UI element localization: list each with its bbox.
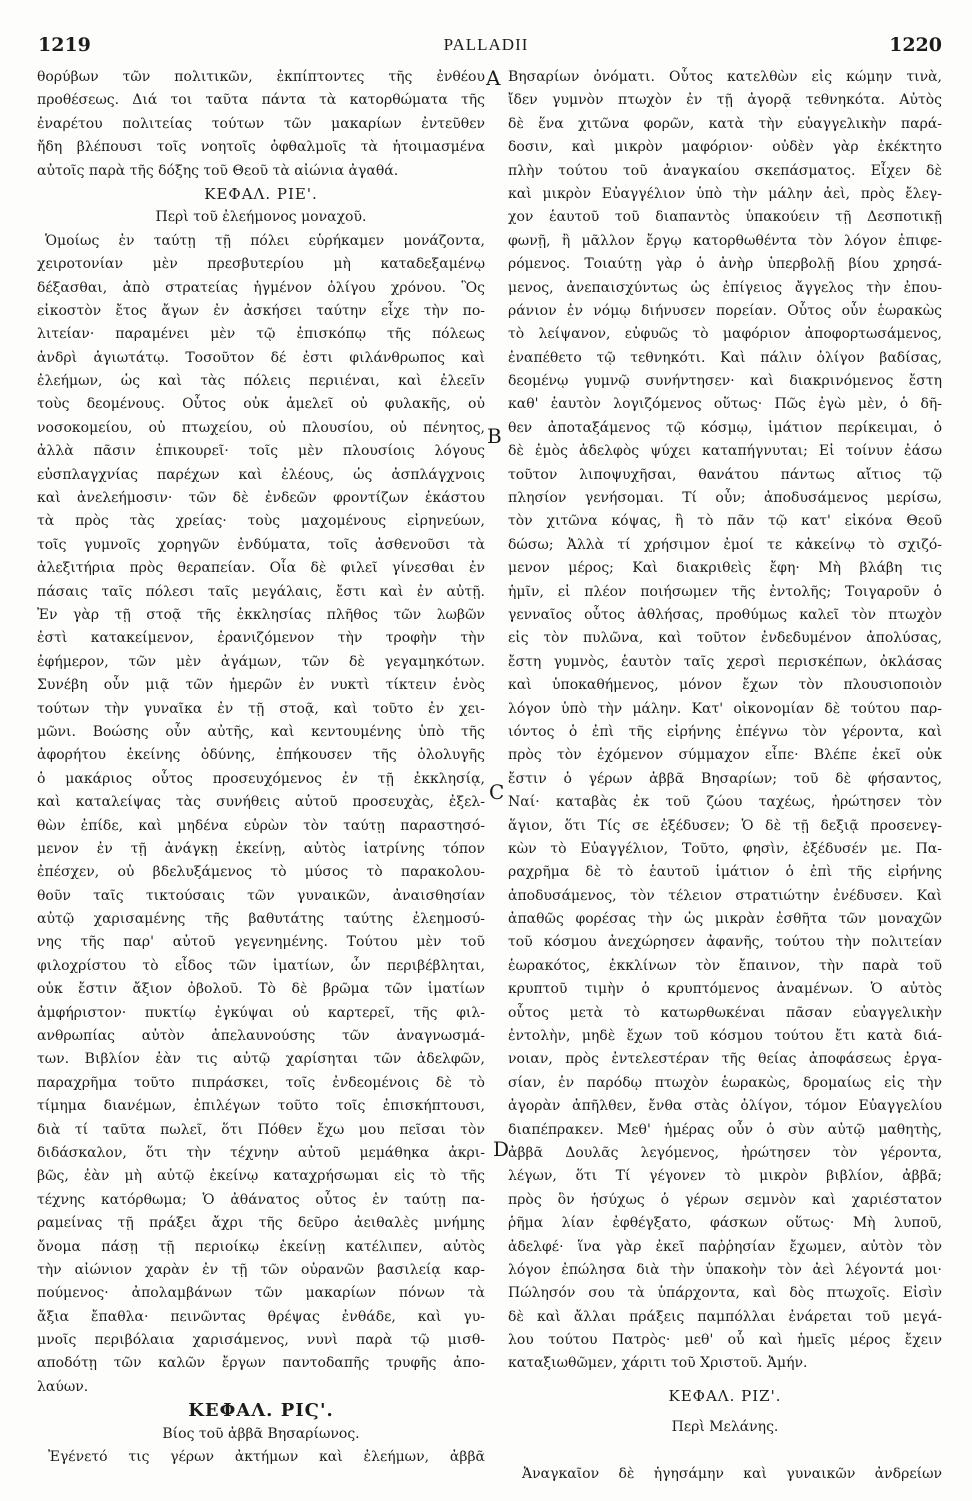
text-line: λόγον ἐπώλησα διὰ τὴν ὑπακοὴν τὸν ἀεὶ λέγοντά μοι· (508, 1261, 942, 1278)
text-line: καὶ μικρὸν Εὐαγγέλιον ὑπὸ τὴν μάλην ἀεὶ, πρὸς ἔλεγ- (508, 185, 942, 202)
text-line: Ναί· καταβὰς ἐκ τοῦ ζώου ταχέως, ἠρώτησεν τὸν (508, 794, 942, 811)
text-line: φωνῇ, ἢ μᾶλλον ἔργῳ κατορθωθέντα τὸν λόγον ἐπιφε- (508, 232, 942, 249)
text-line: ἑωρακότος, ἐκκλίνων τὸν ἔπαινον, τὴν παρὰ τοῦ (508, 957, 942, 974)
text-line: μνοῖς περιβόλαια χαρισάμενος, νυνὶ παρὰ τῷ μισθ- (37, 1332, 485, 1349)
text-line: δέξασθαι, ἀπὸ στρατείας ἡγμένον ὀλίγου χρόνου. Ὃς (37, 279, 485, 296)
text-line: ραχρῆμα δὲ τὸ ἑαυτοῦ ἱμάτιον ὁ ἐπὶ τῆς εἰρήνης (508, 864, 942, 881)
text-line: ἄξια ἔπαθλα· πεινῶντας θρέψας ἐνθάδε, καὶ γυ- (37, 1308, 485, 1325)
text-block (37, 230, 485, 1400)
text-line: τὸν χιτῶνα κόψας, ἢ τὸ πᾶν τῷ κατ' εἰκόνα Θεοῦ (508, 513, 942, 530)
text-line: λιτείαν· παραμένει μὲν τῷ ἐπισκόπῳ τῆς πόλεως (37, 326, 485, 343)
text-line: Ὁμοίως ἐν ταύτῃ τῇ πόλει εὑρήκαμεν μονάζοντα, (45, 232, 485, 249)
text-line: οὗτος μετὰ τὸ κατωρθωκέναι πᾶσαν εὐαγγελικὴν (508, 1004, 942, 1021)
text-line: παραχρῆμα τοῦτο πιπράσκει, τοῖς ἐνδεομένοις δὲ τὸ (37, 1074, 485, 1091)
text-line: σίαν, ἐν παρόδῳ πτωχὸν ἑωρακὼς, δρομαίως εἰς τὴν (508, 1074, 942, 1091)
text-line: Ἐγένετό τις γέρων ἀκτήμων καὶ ἐλεήμων, ἀββᾶ (48, 1449, 485, 1466)
text-line: ὄνομα πάσῃ τῇ περιοίκῳ ἐκείνῃ κατέλιπεν, αὐτὸς (37, 1238, 485, 1255)
text-line: αποδότῃ τῶν καλῶν ἔργων παντοδαπῆς τρυφῆς ἀπο- (37, 1355, 485, 1372)
text-line: αὐτοῖς παρὰ τῆς δόξης τοῦ Θεοῦ τὰ αἰώνια ἀγαθά. (37, 162, 399, 179)
margin-letter-d: D (493, 1137, 510, 1161)
text-line: νοσοκομείου, οὐ πτωχείου, οὐ πλουσίου, οὐ πένητος, (37, 419, 485, 436)
text-line: θὼν ἐπίδε, καὶ μηδένα εὑρὼν τὸν ταύτῃ παραστησό- (37, 817, 485, 834)
text-line: ἀγορὰν ἀπῆλθεν, ἔνθα στὰς ὀλίγον, τόμον Εὐαγγελίου (508, 1098, 942, 1115)
text-line: μενον μέρος; Καὶ διακριθεὶς ἔφη· Μὴ βλάβη τις (508, 560, 942, 577)
margin-letter-a: A (486, 66, 501, 90)
text-line: εἰκοστὸν ἔτος ἄγων ἐν ἀσκήσει ταύτην εἶχε τὴν πο- (37, 302, 485, 319)
text-line: ράνιον ἐν νόμῳ διήνυσεν πορείαν. Οὗτος οὖν ἑωρακὼς (508, 302, 942, 319)
text-line: τοῖς γυμνοῖς χορηγῶν ἐνδύματα, τοῖς ἀσθενοῦσι τὰ (37, 536, 485, 553)
text-block (508, 66, 942, 1376)
text-line: ραμείνας τῇ πράξει ἄχρι τῆς δεῦρο ἀειθαλὲς μνήμης (37, 1215, 485, 1232)
text-line: ἐλεήμων, ὡς καὶ τὰς πόλεις περιιέναι, καὶ ἐλεεῖν (37, 373, 485, 390)
margin-letter-b: B (487, 424, 502, 448)
text-block (37, 66, 485, 183)
chapter-heading: ΚΕΦΑΛ. ΡΙΕ'. (204, 184, 318, 203)
text-line: λου τούτου Πατρὸς· μεθ' οὗ καὶ ἡμεῖς μέρος ἔχειν (508, 1332, 942, 1349)
text-line: λόγον ὑπὸ τὴν μάλην. Κατ' οἰκονομίαν δὲ τούτου παρ- (508, 700, 942, 717)
text-line: οὐκ ἔστιν ἄξιον ὀβολοῦ. Τὸ δὲ βρῶμα τῶν ἱματίων (37, 981, 485, 998)
text-line: ἐναπέθετο τῷ τεθνηκότι. Καὶ πάλιν ὀλίγον βαδίσας, (508, 349, 942, 366)
text-line: ἀλλὰ πᾶσιν ἐπικουρεῖ· τοῖς μὲν πλουσίοις λόγους (37, 443, 485, 460)
text-line: τέχνης κατόρθωμα; Ὁ ἀθάνατος οὗτος ἐν ταύτῃ πα- (37, 1191, 485, 1208)
running-title: PALLADII (443, 35, 529, 54)
text-line: ἀνδρὶ ἁγιωτάτῳ. Τοσοῦτον δέ ἐστι φιλάνθρωπος καὶ (37, 349, 485, 366)
text-line: τοῦ κόσμου ἀνεχώρησεν ἀφανῆς, τούτου τὴν πολιτείαν (508, 934, 942, 951)
text-line: θοῦν ταῖς τικτούσαις τῶν γυναικῶν, ἀναισθησίαν (37, 887, 485, 904)
text-line: χον ἑαυτοῦ τοῦ διαπαντὸς ὑπακούειν τῇ Δεσποτικῇ (508, 209, 942, 226)
text-line: λαύων. (37, 1378, 89, 1395)
text-line: θορύβων τῶν πολιτικῶν, ἐκπίπτοντες τῆς ἐνθέου (37, 69, 485, 85)
text-line: γενναῖος οὗτος ἀθλήσας, προθύμως καλεῖ τὸν πτωχὸν (508, 606, 942, 623)
text-line: μῶνι. Βοώσης οὖν αὐτῆς, καὶ κεντουμένης ὑπὸ τῆς (37, 723, 485, 740)
text-line: καταξιωθῶμεν, χάριτι τοῦ Χριστοῦ. Ἀμήν. (508, 1355, 808, 1372)
text-line: ἐστὶ κατακείμενον, ἐρανιζόμενον τὴν τροφὴν τὴν (37, 630, 485, 647)
text-line: πλησίον γενήσομαι. Τί οὖν; ἀποδυσάμενος μερίσω, (508, 490, 942, 507)
text-line: προθέσεως. Διά τοι ταῦτα πάντα τὰ κατορθώματα τῆς (37, 92, 485, 109)
chapter-title: Περὶ τοῦ ἐλεήμονος μοναχοῦ. (155, 209, 367, 226)
text-line: ἀπαθῶς φορέσας τὴν ὡς μικρὰν ἐσθῆτα τῶν μοναχῶν (508, 911, 942, 928)
text-line: ἴδεν γυμνὸν πτωχὸν ἐν τῇ ἀγορᾷ τεθνηκότα. Αὐτὸς (508, 92, 942, 109)
text-line: τούτων τὴν γυναῖκα ἐν τῇ στοᾷ, καὶ τοῦτο ἐν χει- (37, 700, 485, 717)
text-line: αὐτῷ χαρισαμένης τῆς βαθυτάτης ταύτης ἐλεημοσύ- (37, 911, 485, 928)
text-line: ἀλεξιτήρια πρὸς θεραπείαν. Οἷα δὲ φιλεῖ γίνεσθαι ἐν (37, 560, 485, 577)
text-line: Ἀναγκαῖον δὲ ἡγησάμην καὶ γυναικῶν ἀνδρείων (522, 1465, 942, 1482)
right-column (508, 66, 942, 1486)
text-line: ἔστη γυμνὸς, ἑαυτὸν ταῖς χερσὶ περισκέπων, ὀκλάσας (508, 653, 942, 670)
text-line: διαπέπρακεν. Μεθ' ἡμέρας οὖν ὁ σὺν αὐτῷ μαθητὴς, (508, 1121, 942, 1138)
text-line: φιλοχρίστου τὸ εἶδος τῶν ἱματίων, ὧν περιβέβληται, (37, 957, 485, 974)
text-line: εὐσπλαγχνίας παρέχων καὶ ἐλέους, ὡς ἀσπλάγχνοις (37, 466, 485, 483)
text-line: διδάσκαλον, ὅτι τὴν τέχνην αὐτοῦ μεμάθηκα ἀκρι- (37, 1144, 485, 1161)
text-line: πρὸς ὃν ἡσύχως ὁ γέρων σεμνὸν καὶ χαριέστατον (508, 1191, 942, 1208)
text-line: δοσιν, καὶ μικρὸν μαφόριον· οὐδὲν γὰρ ἐκέκτητο (508, 139, 942, 156)
page-number-right: 1220 (889, 34, 942, 56)
chapter-heading: ΚΕΦΑΛ. ΡΙϚ'. (188, 1400, 334, 1422)
text-line: τὴν αἰώνιον χαρὰν ἐν τῇ τῶν οὐρανῶν βασιλείᾳ καρ- (37, 1261, 485, 1278)
text-line: Βησαρίων ὀνόματι. Οὗτος κατελθὼν εἰς κώμην τινὰ, (508, 69, 942, 85)
chapter-heading: ΚΕΦΑΛ. ΡΙΖ'. (668, 1386, 782, 1405)
text-line: χειροτονίαν μὲν πρεσβυτερίου μὴ καταδεξαμένῳ (37, 256, 485, 273)
text-line: τὰ πρὸς τὰς χρείας· τοὺς μαχομένους εἰρηνεύων, (37, 513, 485, 530)
text-line: καὶ ἀνελεήμοσιν· τῶν δὲ ἐνδεῶν φροντίζων ἑκάστου (37, 490, 485, 507)
text-line: τοὺς δεομένους. Οὗτος οὐκ ἀμελεῖ οὐ φυλακῆς, οὐ (37, 396, 485, 413)
text-line: ανθρωπίας αὐτὸν ἀπελαυνούσης τῶν ἀναγνωσμά- (37, 1028, 485, 1045)
text-line: πούμενος· ἀπολαμβάνων τῶν μακαρίων πόνων τὰ (37, 1285, 485, 1302)
text-line: καθ' ἑαυτὸν λογιζόμενος οὕτως· Πῶς ἐγὼ μὲν, ὁ δῆ- (508, 396, 942, 413)
text-line: ἀδελφέ· ἵνα γὰρ ἐκεῖ παῤῥησίαν ἔχωμεν, αὐτὸν τὸν (508, 1238, 942, 1255)
text-line: ἀποδυσάμενος, τὸν τέλειον στρατιώτην ἐνέδυσεν. Καὶ (508, 887, 942, 904)
text-line: εἰς τὸν πυλῶνα, καὶ τοῦτον ἐνδεδυμένον ἀπολύσας, (508, 630, 942, 647)
text-line: δὲ ἐμὸς ἀδελφὸς ψύχει καταπήγνυται; Εἰ τοίνυν ἐάσω (508, 443, 942, 460)
text-block (37, 1446, 485, 1469)
text-line: ἡμῖν, εἰ πλέον ποιήσωμεν τῆς ἐντολῆς; Τοιγαροῦν ὁ (508, 583, 942, 600)
text-line: νης τῆς παρ' αὐτοῦ γεγενημένης. Τούτου μὲν τοῦ (37, 934, 485, 951)
text-line: καὶ ὑποκαθήμενος, μόνον ἔχων τὸν πλουσιοποιὸν (508, 677, 942, 694)
text-line: τίμημα διανέμων, ἐπιλέγων τοῦτο τοῖς ἐπισκήπτουσι, (37, 1098, 485, 1115)
text-line: μενον ἐν τῇ ἀνάγκῃ ἐκείνῃ, αὐτὸς ἰατρίνης τόπον (37, 840, 485, 857)
left-column (37, 66, 485, 1469)
text-line: ἀφορήτου ἐκείνης ὀδύνης, ἐπήκουσεν τῆς ὀλολυγῆς (37, 747, 485, 764)
chapter-title: Περὶ Μελάνης. (671, 1419, 779, 1436)
text-line: τὸ λείψανον, εὐφυῶς τὸ μαφόριον ἀποφορτωσάμενος, (508, 326, 942, 343)
text-line: κὼν τὸ Εὐαγγέλιον, Τοῦτο, φησὶν, ἐξέδυσέν με. Πα- (508, 840, 942, 857)
text-line: πλὴν τούτου τοῦ ἀναγκαίου σκεπάσματος. Εἶχεν δὲ (508, 162, 942, 179)
text-line: μενος, ἀνεπαισχύντως ὡς ἐπίγειος ἄγγελος τὴν ἐπου- (508, 279, 942, 296)
text-line: τοῦτον λιποψυχῆσαι, θανάτου πάντως αἴτιος τῷ (508, 466, 942, 483)
text-line: ἐπέσχεν, οὐ βδελυξάμενος τὸ μύσος τὸ παρακολου- (37, 864, 485, 881)
text-line: δὲ ἕνα χιτῶνα φορῶν, κατὰ τὴν εὐαγγελικὴν παρά- (508, 115, 942, 132)
text-line: ἐφήμερον, τῶν μὲν ἀγάμων, τῶν δὲ γεγαμηκότων. (37, 653, 485, 670)
text-line: των. Βιβλίον ἐὰν τις αὐτῷ χαρίσηται τῶν ἀδελφῶν, (37, 1051, 485, 1068)
text-line: διὰ τί ταῦτα πωλεῖ, ὅτι Πόθεν ἔχω μου πεῖσαι τὸν (37, 1121, 485, 1138)
text-line: πάσαις ταῖς πόλεσι ταῖς μεγάλαις, ἔστι καὶ ἐν αὐτῇ. (37, 583, 485, 600)
text-line: ιόντος ὁ ἐπὶ τῆς εἰρήνης ἐπέγνω τὸν γέροντα, καὶ (508, 723, 942, 740)
text-line: λέγων, ὅτι Τί γέγονεν τὸ μικρὸν βιβλίον, ἀββᾶ; (508, 1168, 942, 1185)
text-line: βῶς, ἐὰν μὴ αὐτῷ ἐκείνῳ καταχρήσωμαι εἰς τὸ τῆς (37, 1168, 485, 1185)
text-line: δώσω; Ἀλλὰ τί χρήσιμον ἐμοί τε κἀκείνῳ τὸ σχιζό- (508, 536, 942, 553)
text-line: Πώλησόν σου τὰ ὑπάρχοντα, καὶ δὸς πτωχοῖς. Εἰσὶν (508, 1285, 942, 1302)
chapter-title: Βίος τοῦ ἀββᾶ Βησαρίωνος. (162, 1425, 360, 1442)
text-line: ἐναρέτου πολιτείας τούτων τῶν μακαρίων ἐντεῦθεν (37, 115, 485, 132)
text-line: κρυπτοῦ τιμὴν ὁ κρυπτόμενος ἀναμένων. Ὁ αὐτὸς (508, 981, 942, 998)
text-line: καὶ καταλείψας τὰς συνήθεις αὐτοῦ προσευχὰς, ἐξελ- (37, 794, 485, 811)
text-line: ὁ μακάριος οὗτος προσευχόμενος ἐν τῇ ἐκκλησίᾳ, (37, 770, 485, 787)
text-line: δεομένῳ γυμνῷ συνήντησεν· καὶ διακρινόμενος ἔστη (508, 373, 942, 390)
text-line: ἐντολὴν, μηδὲ ἔχων τοῦ κόσμου τούτου ἔτι κατὰ διά- (508, 1028, 942, 1045)
text-line: ἔστιν ὁ γέρων ἀββᾶ Βησαρίων; τοῦ δὲ φήσαντος, (508, 770, 942, 787)
text-line: δὲ καὶ ἄλλαι πράξεις παμπόλλαι ἐνάρεται τοῦ μεγά- (508, 1308, 942, 1325)
text-line: ῥῆμα λίαν ἐφθέγξατο, φάσκων οὕτως· Μὴ λυποῦ, (508, 1215, 942, 1232)
text-line: πρὸς τὸν ἐχόμενον σύμμαχον εἶπε· Βλέπε ἐκεῖ οὐκ (508, 747, 942, 764)
margin-letter-c: C (489, 780, 505, 804)
text-line: ρόμενος. Τοιαύτῃ γὰρ ὁ ἀνὴρ ὑπερβολῇ βίου χρησά- (508, 256, 942, 273)
text-block (508, 1463, 942, 1486)
text-line: Ἐν γὰρ τῇ στοᾷ τῆς ἐκκλησίας πλῆθος τῶν λωβῶν (37, 606, 485, 623)
text-line: ἀμφήριστον· πυκτίῳ ἐγκύψαι οὐ καρτερεῖ, τῆς φιλ- (37, 1004, 485, 1021)
text-line: θεν ἀποταξάμενος τῷ κόσμῳ, ἱμάτιον περίκειμαι, ὁ (508, 419, 942, 436)
text-line: ἅγιον, ὅτι Τίς σε ἐξέδυσεν; Ὁ δὲ τῇ δεξιᾷ προσενεγ- (508, 817, 942, 834)
text-line: νοιαν, πρὸς ἐντελεστέραν τῆς θείας ἀποφάσεως ἐργα- (508, 1051, 942, 1068)
page-number-left: 1219 (38, 34, 91, 56)
text-line: ἤδη βλέπουσι τοῖς νοητοῖς ὀφθαλμοῖς τὰ ἡτοιμασμένα (37, 139, 485, 156)
text-line: Συνέβη οὖν μιᾷ τῶν ἡμερῶν ἐν νυκτὶ τίκτειν ἑνὸς (37, 677, 485, 694)
text-line: ἀββᾶ Δουλᾶς λεγόμενος, ἠρώτησεν τὸν γέροντα, (508, 1144, 942, 1161)
